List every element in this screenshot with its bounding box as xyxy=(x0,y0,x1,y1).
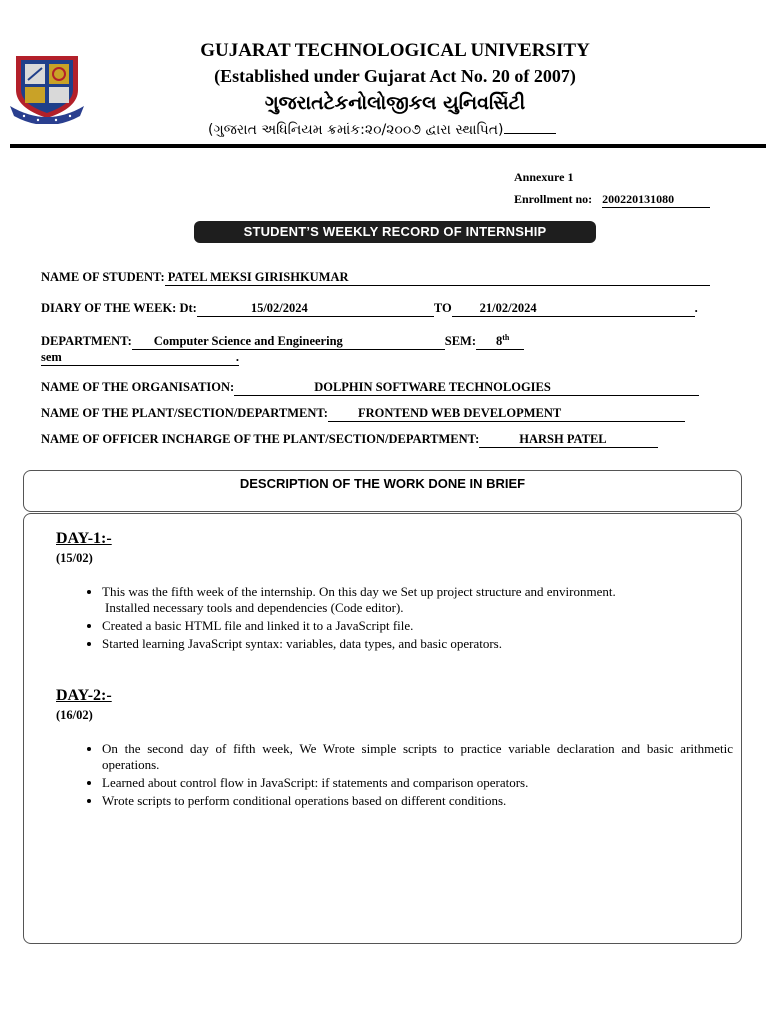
list-item: • This was the fifth week of the internship. On this day we Set up project structure and environment. Installed necessary tools and dependencies (Code editor). xyxy=(102,584,733,616)
day-2-list xyxy=(80,741,733,811)
university-title-gujarati: ગુજરાતટેકનોલોજીકલ યુનિવર્સિટી xyxy=(264,92,526,114)
student-name-value: PATEL MEKSI GIRISHKUMAR xyxy=(167,270,349,284)
student-name-field: NAME OF STUDENT: PATEL MEKSI GIRISHKUMAR xyxy=(41,270,710,286)
description-title: DESCRIPTION OF THE WORK DONE IN BRIEF xyxy=(239,476,526,491)
form-title-banner: STUDENT’S WEEKLY RECORD OF INTERNSHIP xyxy=(194,221,596,243)
day-1-list xyxy=(80,584,733,654)
sem-line: sem . xyxy=(41,350,239,364)
annexure-label: Annexure 1 xyxy=(514,170,574,184)
department-field: DEPARTMENT: Computer Science and Engineering SEM: 8th xyxy=(41,333,524,350)
officer-value: HARSH PATEL xyxy=(519,432,607,446)
day-1-title: DAY-1:- xyxy=(56,530,112,547)
plant-section-field: NAME OF THE PLANT/SECTION/DEPARTMENT: FRONTEND WEB DEVELOPMENT xyxy=(41,406,685,422)
sem-value: 8 xyxy=(496,334,503,349)
day-2-title: DAY-2:- xyxy=(56,687,112,704)
diary-to-date: 21/02/2024 xyxy=(479,301,537,315)
header-divider xyxy=(10,144,766,148)
gtu-logo-icon xyxy=(8,50,86,124)
list-item: • Started learning JavaScript syntax: variables, data types, and basic operators. xyxy=(102,636,733,652)
plant-section-value: FRONTEND WEB DEVELOPMENT xyxy=(357,406,562,420)
university-subtitle: (Established under Gujarat Act No. 20 of 2007) xyxy=(214,66,576,86)
organisation-field: NAME OF THE ORGANISATION: DOLPHIN SOFTWARE TECHNOLOGIES xyxy=(41,380,699,396)
work-description-box xyxy=(23,513,742,944)
list-item: • Created a basic HTML file and linked it to a JavaScript file. xyxy=(102,618,733,634)
diary-from-date: 15/02/2024 xyxy=(250,301,308,315)
organisation-value: DOLPHIN SOFTWARE TECHNOLOGIES xyxy=(314,380,551,394)
officer-incharge-field: NAME OF OFFICER INCHARGE OF THE PLANT/SECTION/DEPARTMENT: HARSH PATEL xyxy=(41,432,658,448)
description-header-box xyxy=(23,470,742,512)
list-item: • Wrote scripts to perform conditional operations based on different conditions. xyxy=(102,793,733,809)
list-item: • Learned about control flow in JavaScript: if statements and comparison operators. xyxy=(102,775,733,791)
university-subtitle-gujarati: (ગુજરાત અધિનિયમ ક્રમાંક:૨૦/૨૦૦૭ દ્વારા સ્થાપિત) xyxy=(208,121,556,138)
enrollment-number: Enrollment no: 200220131080 xyxy=(514,192,710,208)
day-1-date: (15/02) xyxy=(56,551,93,565)
department-value: Computer Science and Engineering xyxy=(153,334,343,349)
day-2-date: (16/02) xyxy=(56,708,93,722)
diary-week-field: DIARY OF THE WEEK: Dt: 15/02/2024 TO 21/02/2024 . xyxy=(41,301,698,315)
list-item: • On the second day of fifth week, We Wrote simple scripts to practice variable declaration and basic arithmetic operations. xyxy=(102,741,733,773)
university-title: GUJARAT TECHNOLOGICAL UNIVERSITY xyxy=(200,40,590,61)
